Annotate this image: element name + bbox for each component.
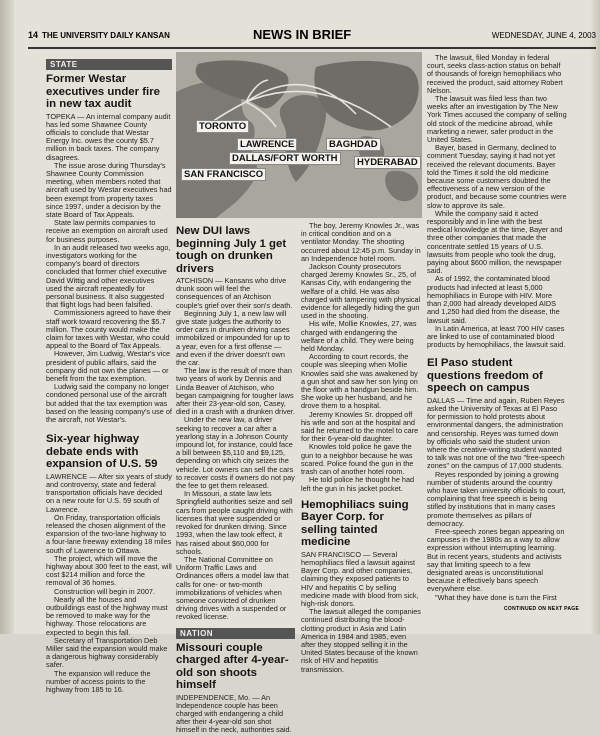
section-title: NEWS IN BRIEF [253, 27, 352, 42]
highway-paragraph: Secretary of Transportation Deb Miller said the expansion would make a dangerous highway considerably safer. [46, 635, 168, 670]
map-label-toronto: TORONTO [196, 120, 249, 133]
westar-paragraph: However, Jim Ludwig, Westar's vice president of public affairs, said the company did not own the planes — or benefit from the tax exemption. [46, 349, 171, 383]
dui-paragraph: Beginning July 1, a new law will give state judges the authority to order cars in drunken driving cases immobilized or impounded for up to a year, even for a first offense — and even if the driver doesn't own the car. [176, 308, 290, 368]
dui-headline: New DUI laws beginning July 1 get tough on drunken drivers [176, 225, 287, 275]
missouri-paragraph: INDEPENDENCE, Mo. — An Independence couple has been charged with endangering a child after their 4-year-old son shot himself in the neck, authorities said. [176, 692, 292, 735]
missouri-paragraph: Knowles told police he gave the gun to a neighbor because he was scared. Police found the gun in the trash can of another hotel room. [301, 442, 414, 477]
column-middle-left [176, 222, 295, 735]
issue-date: WEDNESDAY, JUNE 4, 2003 [491, 31, 596, 40]
westar-paragraph: In an audit released two weeks ago, investigators working for the company's board of directors concluded that former chief executive David Wittig and other executives used the aircraft repeatedly for personal business. It also suggested that flight logs had been falsified. [46, 242, 171, 310]
map-label-san-francisco: SAN FRANCISCO [181, 168, 266, 181]
elpaso-body [427, 397, 567, 602]
highway-paragraph: The expansion will reduce the number of access points to the highway from 185 to 16. [46, 668, 151, 694]
map-label-dallas-fort-worth: DALLAS/FORT WORTH [229, 152, 341, 165]
world-map-graphic [176, 52, 422, 218]
missouri-paragraph: According to court records, the couple was sleeping when Mollie Knowles said she was awakened by a gun shot and saw her son lying on the floor with a handgun beside him. She woke up her husband, and he drove them to a hospital. [301, 352, 419, 411]
westar-paragraph: The issue arose during Thursday's Shawnee County Commission meeting, when members noted that aircraft used by Westar executives had been exempt from property taxes since 1997, under a decision by the state Board of Tax Appeals. [46, 160, 172, 219]
elpaso-paragraph: "What they have done is turn the First [435, 592, 557, 602]
highway-paragraph: On Friday, transportation officials released the chosen alignment of the expansion of the two-lane highway to a four-lane freeway extending 18 miles south of Lawrence to Ottawa. [46, 512, 172, 555]
column-right [427, 54, 567, 602]
highway-paragraph: LAWRENCE — After six years of study and controversy, state and federal transportation officials have decided on a new route for U.S. 59 south of Lawrence. [46, 471, 172, 514]
bayer-body [301, 551, 421, 674]
dui-paragraph: The law is the result of more than two years of work by Dennis and Linda Beaver of Atchison, who began campaigning for tougher laws after their 23-year-old son, Casey, died in a crash with a drunken driver. [176, 366, 295, 417]
section-label-nation: NATION [176, 628, 295, 639]
elpaso-paragraph: Reyes responded by joining a growing number of students around the country who have taken university officials to court, complaining that free speech is being stifled by institutions that in many cases promote themselves as pillars of democracy. [427, 469, 566, 528]
westar-paragraph: Commissioners agreed to have their staff work toward recovering the $5.7 million. The county would make the claim for taxes with Westar, who could appeal to the Board of Tax Appeals. [46, 308, 172, 351]
world-map-image [176, 52, 422, 218]
bayer-paragraph: Bayer, based in Germany, declined to comment Tuesday, saying it had not yet received the relevant documents. Bayer told the Times it sold the old medicine because some customers doubted the effectiveness of a new version of the product, and because some countries were slow to approve its sale. [427, 143, 567, 210]
missouri-paragraph: Jackson County prosecutors charged Jeremy Knowles Sr., 25, of Kansas City, with endangering the welfare of a child. He was also charged with tampering with physical evidence for allegedly hiding the gun used in the shooting. [301, 262, 421, 321]
page-gutter-shadow [0, 0, 14, 634]
section-label-state: STATE [46, 59, 172, 70]
dui-paragraph: In Missouri, a state law lets Springfield authorities seize and sell cars from people caught driving with licenses that were suspended or revoked for drunken driving. Since 1993, when the law took effect, it has raised about $60,000 for schools. [176, 489, 293, 556]
map-label-hyderabad: HYDERABAD [354, 156, 421, 169]
column-middle-right [301, 222, 421, 674]
continued-on-next-page-note: CONTINUED ON NEXT PAGE [504, 606, 580, 612]
westar-paragraph: TOPEKA — An internal company audit has led some Shawnee County officials to conclude that Westar Energy Inc. owes the county $5.7 million in back taxes. The company disagrees. [46, 111, 171, 162]
westar-body [46, 113, 172, 425]
missouri-paragraph: Jeremy Knowles Sr. dropped off his wife and son at the hospital and said he returned to the motel to care for their 6-year-old daughter. [301, 409, 419, 444]
column-left [46, 59, 172, 694]
westar-headline: Former Westar executives under fire in new tax audit [46, 73, 160, 110]
highway-paragraph: Construction will begin in 2007. [54, 586, 155, 596]
page-header [28, 27, 596, 46]
dui-paragraph: ATCHISON — Kansans who drive drunk soon will feel the consequences of an Atchison couple's grief over their son's death. [176, 276, 293, 310]
bayer-paragraph: As of 1992, the contaminated blood products had infected at least 5,000 hemophiliacs in Europe with HIV. More than 2,000 had already developed AIDS and 1,250 had died from the disease, the lawsuit said. [427, 274, 560, 325]
missouri-paragraph: His wife, Mollie Knowles, 27, was charged with endangering the welfare of a child. They were being held Monday. [301, 319, 417, 354]
page-number: 14 [28, 30, 39, 40]
bayer-paragraph: The lawsuit, filed Monday in federal court, seeks class-action status on behalf of thousands of foreign hemophiliacs who received the product, said attorney Robert Nelson. [427, 53, 563, 95]
dui-paragraph: The National Committee on Uniform Traffic Laws and Ordinances offers a model law that calls for one- or two-month immobilizations of vehicles when someone convicted of drunken driving drives with a suspended or revoked license. [176, 554, 289, 622]
missouri-body-continued [301, 222, 421, 493]
bayer-paragraph: In Latin America, at least 700 HIV cases are linked to use of contaminated blood products by hemophiliacs, the lawsuit said. [427, 323, 566, 350]
highway-headline: Six-year highway debate ends with expansion of U.S. 59 [46, 433, 158, 471]
map-label-lawrence: LAWRENCE [237, 138, 297, 151]
elpaso-headline: El Paso student questions freedom of speech on campus [427, 357, 543, 395]
highway-paragraph: Nearly all the houses and outbuildings east of the highway must be removed to make way for the highway. Those relocations are expected to begin this fall. [46, 594, 168, 637]
map-label-baghdad: BAGHDAD [326, 138, 381, 151]
dui-body [176, 277, 295, 622]
publication-name: THE UNIVERSITY DAILY KANSAN [42, 31, 170, 40]
missouri-paragraph: The boy, Jeremy Knowles Jr., was in critical condition and on a ventilator Monday. The shooting occurred about 12:45 p.m. Sunday in an Independence hotel room. [301, 221, 421, 263]
highway-paragraph: The project, which will move the highway about 300 feet to the east, will cost $214 million and force the removal of 36 homes. [46, 553, 172, 588]
elpaso-paragraph: DALLAS — Time and again, Ruben Reyes asked the University of Texas at El Paso for permission to hold protests about environmental dangers, the administration and censorship. Reyes was turned down by officials who said the student union where the creative-writing student wanted to talk was not one of the two "free-speech zones" on the campus of 17,000 students. [427, 395, 565, 471]
page-edge-shadow [590, 0, 600, 634]
bayer-paragraph: The lawsuit alleged the companies continued distributing the blood-clotting product in Asia and Latin America in 1984 and 1985, even after they stopped selling it in the United States because of the known risk of HIV and hepatitis transmission. [301, 607, 421, 674]
bayer-headline: Hemophiliacs suing Bayer Corp. for selling tainted medicine [301, 498, 409, 549]
bayer-paragraph: While the company said it acted responsibly and in line with the best medical knowledge at the time, Bayer and three other companies that made the concentrate settled 15 years of U.S. lawsuits from people who took the drug, paying about $600 million, the newspaper said. [427, 208, 563, 276]
missouri-body [176, 694, 295, 735]
bayer-paragraph: The lawsuit was filed less than two weeks after an investigation by The New York Times accused the company of selling old stock of the medicine abroad, while marketing a newer, safer product in the United States. [427, 94, 567, 145]
header-rule [28, 47, 596, 49]
missouri-paragraph: He told police he thought he had left the gun in his jacket pocket. [301, 475, 415, 493]
westar-paragraph: Ludwig said the company no longer condoned personal use of the aircraft but added that the tax exemption was based on the leasing company's use of the aircraft, not Westar's. [46, 382, 172, 425]
bayer-body-continued [427, 54, 567, 349]
bayer-paragraph: SAN FRANCISCO — Several hemophiliacs filed a lawsuit against Bayer Corp. and other companies, claiming they exposed patients to HIV and hepatitis C by selling medicine made with blood from sick, high-risk donors. [301, 549, 419, 608]
dui-paragraph: Under the new law, a driver seeking to recover a car after a yearlong stay in a Johnson County impound lot, for instance, could face a bill between $5,110 and $9,125, depending on which city seizes the vehicle. Lot owners can sell the cars to recover costs if owners do not pay the fee to get them released. [176, 415, 295, 491]
highway-body [46, 473, 172, 694]
missouri-headline: Missouri couple charged after 4-year-old son shoots himself [176, 641, 289, 692]
westar-paragraph: State law permits companies to receive an exemption on aircraft used for business purposes. [46, 218, 168, 244]
elpaso-paragraph: Free-speech zones began appearing on campuses in the 1980s as a way to allow expression without interrupting learning. But in recent years, students and activists say that limiting speech to a few designated areas is unconstitutional because it effectively bans speech everywhere else. [427, 527, 565, 594]
